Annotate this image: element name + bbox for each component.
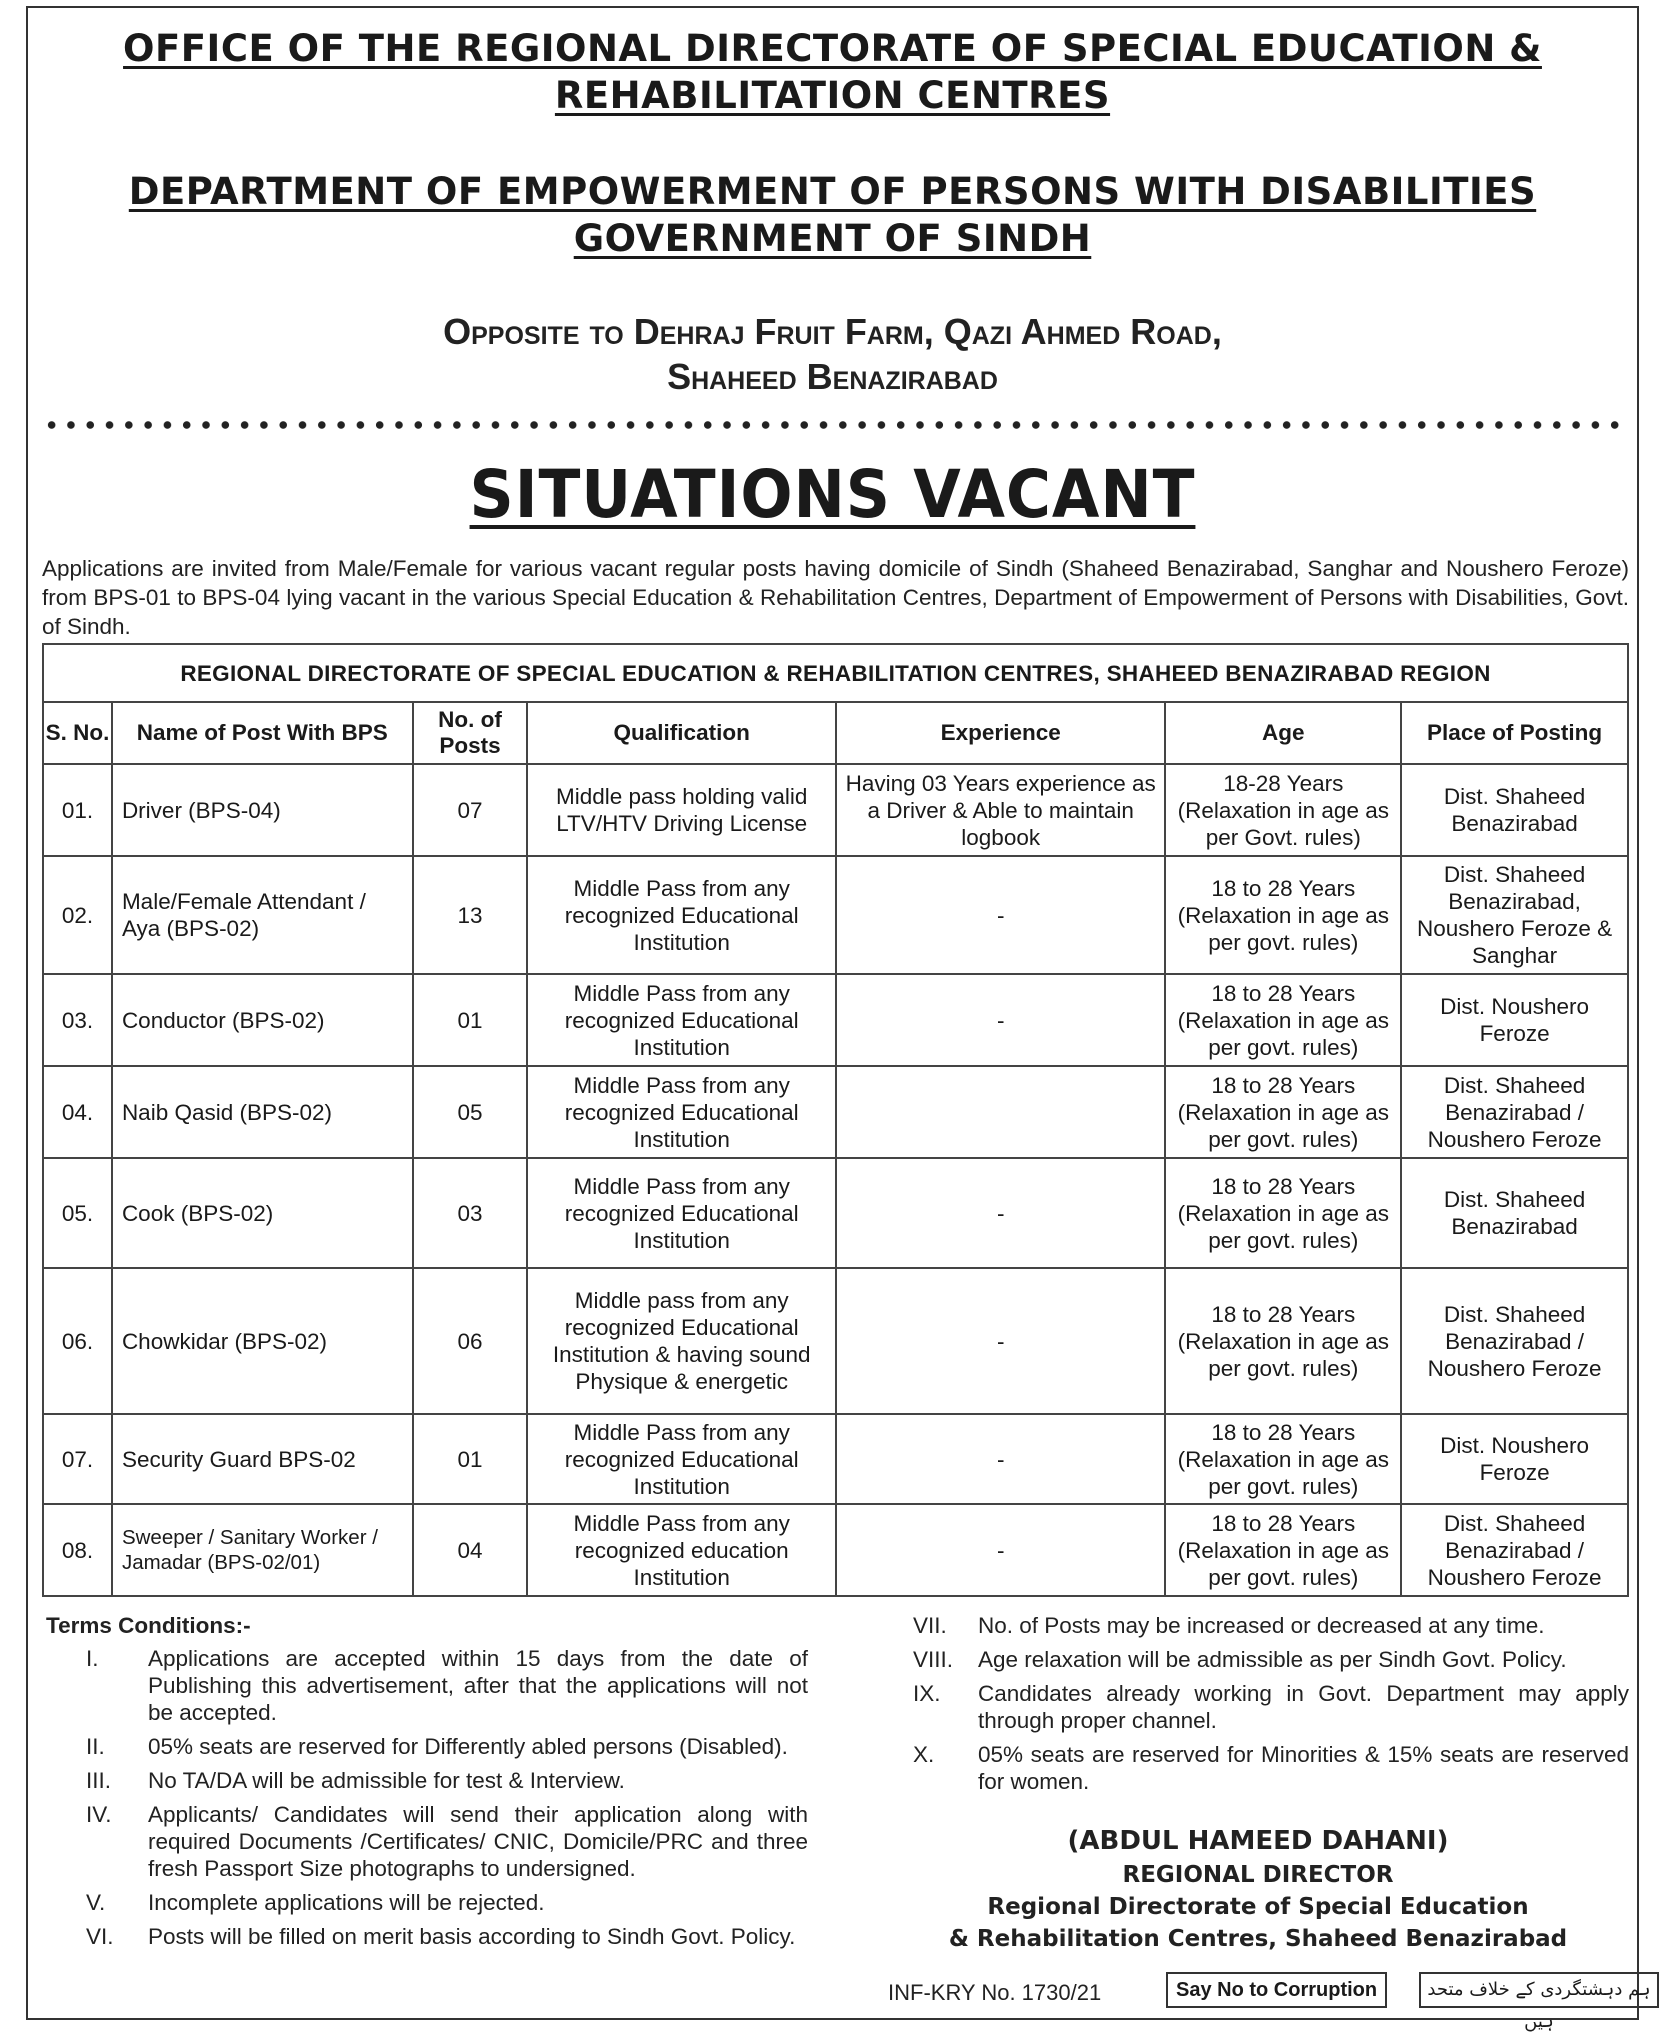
office-title-line1: OFFICE OF THE REGIONAL DIRECTORATE OF SPECIAL EDUCATION & — [123, 27, 1542, 70]
cell-qualification: Middle pass from any recognized Educational Institution & having sound Physique & energetic — [527, 1268, 836, 1414]
cell-age: 18 to 28 Years (Relaxation in age as per govt. rules) — [1165, 1504, 1401, 1596]
cell-experience: - — [836, 1414, 1165, 1504]
term-number: X. — [913, 1742, 935, 1767]
term-item — [913, 1680, 1629, 1734]
header-sno: S. No. — [43, 702, 112, 764]
term-number: V. — [86, 1890, 106, 1915]
table-row — [43, 1268, 1628, 1414]
term-item — [46, 1767, 846, 1794]
term-item — [46, 1645, 846, 1726]
office-title-line2: REHABILITATION CENTRES — [554, 74, 1111, 117]
cell-experience: - — [836, 856, 1165, 974]
term-text: Candidates already working in Govt. Department may apply through proper channel. — [978, 1681, 1629, 1733]
cell-post: Male/Female Attendant / Aya (BPS-02) — [112, 856, 413, 974]
cell-age: 18 to 28 Years (Relaxation in age as per govt. rules) — [1165, 856, 1401, 974]
table-row — [43, 1066, 1628, 1158]
term-item — [913, 1741, 1629, 1795]
cell-count: 06 — [413, 1268, 528, 1414]
government-title: GOVERNMENT OF SINDH — [573, 217, 1092, 260]
cell-qualification: Middle Pass from any recognized Educational Institution — [527, 974, 836, 1066]
urdu-slogan: ہم دہشتگردی کے خلاف متحد ہیں — [1419, 1972, 1659, 2008]
term-text: Applicants/ Candidates will send their application along with required Documents /Certificates/ CNIC, Domicile/PRC and three fresh Passport Size photographs to undersigned. — [148, 1802, 808, 1881]
page-title: SITUATIONS VACANT — [469, 456, 1196, 533]
intro-paragraph: Applications are invited from Male/Female for various vacant regular posts having domicile of Sindh (Shaheed Benazirabad, Sanghar and Noushero Feroze) from BPS-01 to BPS-04 lying vacant in the various Special Education & Rehabilitation Centres, Department of Empowerment of Persons with Disabilities, Govt. of Sindh. — [42, 556, 1629, 639]
cell-age: 18 to 28 Years (Relaxation in age as per govt. rules) — [1165, 974, 1401, 1066]
cell-sno: 03. — [43, 974, 112, 1066]
table-row — [43, 1504, 1628, 1596]
cell-count: 01 — [413, 974, 528, 1066]
cell-experience: - — [836, 974, 1165, 1066]
cell-sno: 02. — [43, 856, 112, 974]
cell-age: 18 to 28 Years (Relaxation in age as per govt. rules) — [1165, 1158, 1401, 1268]
cell-count: 04 — [413, 1504, 528, 1596]
cell-age: 18 to 28 Years (Relaxation in age as per govt. rules) — [1165, 1268, 1401, 1414]
table-row — [43, 856, 1628, 974]
cell-qualification: Middle Pass from any recognized Educational Institution — [527, 856, 836, 974]
term-number: III. — [86, 1768, 112, 1793]
term-item — [913, 1612, 1629, 1639]
cell-place: Dist. Noushero Feroze — [1401, 1414, 1628, 1504]
cell-place: Dist. Shaheed Benazirabad, Noushero Feroze & Sanghar — [1401, 856, 1628, 974]
term-text: No TA/DA will be admissible for test & Interview. — [148, 1768, 625, 1793]
cell-post: Sweeper / Sanitary Worker / Jamadar (BPS-02/01) — [112, 1504, 413, 1596]
term-number: VIII. — [913, 1647, 954, 1672]
header-count: No. of Posts — [413, 702, 528, 764]
term-text: No. of Posts may be increased or decreased at any time. — [978, 1613, 1545, 1638]
cell-experience: Having 03 Years experience as a Driver & Able to maintain logbook — [836, 764, 1165, 856]
dotted-divider — [42, 420, 1627, 430]
cell-sno: 04. — [43, 1066, 112, 1158]
cell-count: 13 — [413, 856, 528, 974]
terms-left — [46, 1612, 846, 1957]
cell-age: 18 to 28 Years (Relaxation in age as per govt. rules) — [1165, 1414, 1401, 1504]
terms-right — [913, 1612, 1629, 1802]
signatory-designation: REGIONAL DIRECTOR — [1122, 1862, 1394, 1888]
cell-sno: 07. — [43, 1414, 112, 1504]
table-caption: REGIONAL DIRECTORATE OF SPECIAL EDUCATION & REHABILITATION CENTRES, SHAHEED BENAZIRABAD REGION — [43, 644, 1628, 702]
term-item — [46, 1733, 846, 1760]
cell-qualification: Middle Pass from any recognized education Institution — [527, 1504, 836, 1596]
header-experience: Experience — [836, 702, 1165, 764]
term-number: II. — [86, 1734, 105, 1759]
cell-post: Driver (BPS-04) — [112, 764, 413, 856]
cell-post: Security Guard BPS-02 — [112, 1414, 413, 1504]
term-number: I. — [86, 1646, 99, 1671]
cell-place: Dist. Shaheed Benazirabad / Noushero Feroze — [1401, 1268, 1628, 1414]
header-qualification: Qualification — [527, 702, 836, 764]
cell-place: Dist. Shaheed Benazirabad — [1401, 764, 1628, 856]
table-row — [43, 1158, 1628, 1268]
cell-place: Dist. Noushero Feroze — [1401, 974, 1628, 1066]
anti-corruption-slogan: Say No to Corruption — [1166, 1972, 1387, 2008]
advertisement-page — [26, 6, 1651, 2032]
cell-experience — [836, 1066, 1165, 1158]
cell-sno: 08. — [43, 1504, 112, 1596]
cell-qualification: Middle Pass from any recognized Educational Institution — [527, 1066, 836, 1158]
term-item — [46, 1923, 846, 1950]
term-text: Age relaxation will be admissible as per Sindh Govt. Policy. — [978, 1647, 1567, 1672]
cell-place: Dist. Shaheed Benazirabad / Noushero Feroze — [1401, 1066, 1628, 1158]
term-text: Incomplete applications will be rejected. — [148, 1890, 545, 1915]
cell-place: Dist. Shaheed Benazirabad — [1401, 1158, 1628, 1268]
address-line2: Shaheed Benazirabad — [667, 356, 998, 397]
table-row — [43, 1414, 1628, 1504]
term-item — [46, 1801, 846, 1882]
term-text: Applications are accepted within 15 days from the date of Publishing this advertisement, after that the applications will not be accepted. — [148, 1646, 808, 1725]
cell-experience: - — [836, 1158, 1165, 1268]
address-line1: Opposite to Dehraj Fruit Farm, Qazi Ahmed Road, — [443, 311, 1222, 352]
cell-sno: 05. — [43, 1158, 112, 1268]
cell-post: Chowkidar (BPS-02) — [112, 1268, 413, 1414]
terms-title: Terms Conditions:- — [46, 1613, 251, 1638]
department-title: DEPARTMENT OF EMPOWERMENT OF PERSONS WITH DISABILITIES — [128, 170, 1537, 213]
cell-post: Cook (BPS-02) — [112, 1158, 413, 1268]
cell-count: 05 — [413, 1066, 528, 1158]
header-place: Place of Posting — [1401, 702, 1628, 764]
cell-age: 18 to 28 Years (Relaxation in age as per govt. rules) — [1165, 1066, 1401, 1158]
header-age: Age — [1165, 702, 1401, 764]
cell-age: 18-28 Years (Relaxation in age as per Govt. rules) — [1165, 764, 1401, 856]
vacancy-table — [42, 643, 1629, 1597]
cell-sno: 06. — [43, 1268, 112, 1414]
ad-reference-number: INF-KRY No. 1730/21 — [888, 1980, 1102, 2005]
cell-post: Naib Qasid (BPS-02) — [112, 1066, 413, 1158]
signatory-name: (ABDUL HAMEED DAHANI) — [1067, 1826, 1449, 1856]
cell-post: Conductor (BPS-02) — [112, 974, 413, 1066]
cell-qualification: Middle Pass from any recognized Educational Institution — [527, 1414, 836, 1504]
cell-qualification: Middle pass holding valid LTV/HTV Driving License — [527, 764, 836, 856]
term-number: VII. — [913, 1613, 947, 1638]
term-item — [46, 1889, 846, 1916]
cell-qualification: Middle Pass from any recognized Educational Institution — [527, 1158, 836, 1268]
signatory-office-line2: & Rehabilitation Centres, Shaheed Benazirabad — [948, 1926, 1568, 1952]
cell-count: 01 — [413, 1414, 528, 1504]
cell-experience: - — [836, 1268, 1165, 1414]
cell-count: 07 — [413, 764, 528, 856]
cell-experience: - — [836, 1504, 1165, 1596]
cell-count: 03 — [413, 1158, 528, 1268]
term-text: 05% seats are reserved for Differently abled persons (Disabled). — [148, 1734, 788, 1759]
header-post: Name of Post With BPS — [112, 702, 413, 764]
cell-place: Dist. Shaheed Benazirabad / Noushero Feroze — [1401, 1504, 1628, 1596]
table-row — [43, 974, 1628, 1066]
term-text: Posts will be filled on merit basis according to Sindh Govt. Policy. — [148, 1924, 796, 1949]
table-row — [43, 764, 1628, 856]
term-number: IV. — [86, 1802, 112, 1827]
term-item — [913, 1646, 1629, 1673]
term-number: IX. — [913, 1681, 941, 1706]
cell-sno: 01. — [43, 764, 112, 856]
signatory-office-line1: Regional Directorate of Special Education — [987, 1894, 1529, 1920]
term-number: VI. — [86, 1924, 114, 1949]
term-text: 05% seats are reserved for Minorities & 15% seats are reserved for women. — [978, 1742, 1629, 1794]
